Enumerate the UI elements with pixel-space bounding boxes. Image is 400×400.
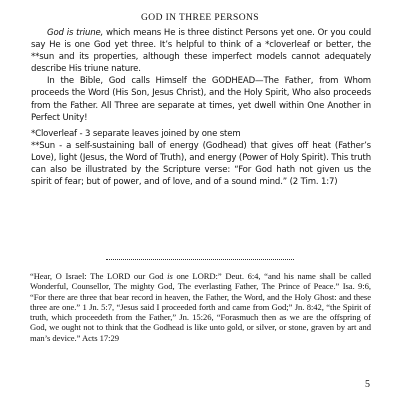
scripture-references — [30, 271, 371, 343]
page-number: 5 — [365, 379, 370, 390]
emphasis-lead: God is triune, — [47, 28, 104, 38]
paragraph-triune-text: which means He is three distinct Persons yet one. Or you could say He is one God yet three. It’s helpful to think of a *cloverleaf or better, the **sun and its properties, although these imperfect models cannot adequately describe His triune nature. — [31, 28, 371, 75]
scripture-text — [30, 271, 371, 343]
scripture-emphasis: is — [167, 271, 173, 281]
running-header: GOD IN THREE PERSONS — [141, 13, 259, 23]
scripture-text-part1: “Hear, O Israel: The LORD our God — [30, 271, 168, 281]
paragraph-godhead: In the Bible, God calls Himself the GODHEAD—The Father, from Whom proceeds the Word (His Son, Jesus Christ), and the Holy Spirit, Who also proceeds from the Father. All Three are separate at times, yet dwell within One Another in Perfect Unity! — [31, 76, 371, 123]
note-cloverleaf: *Cloverleaf - 3 separate leaves joined by one stem — [31, 128, 241, 139]
note-sun: **Sun - a self-sustaining ball of energy (Godhead) that gives off heat (Father’s Love), light (Jesus, the Word of Truth), and energy (Power of Holy Spirit). This truth can also be illustrated by the Scripture verse: “For God hath not given us the spirit of fear; but of power, and of love, and of a sound mind.” (2 Tim. 1:7) — [31, 140, 371, 188]
main-text — [31, 27, 371, 188]
dotted-divider — [106, 259, 294, 260]
paragraph-triune — [31, 27, 371, 75]
scripture-text-part2: one LORD:” Deut. 6:4, “and his name shall be called Wonderful, Counsellor, The mighty God, The everlasting Father, The Prince of Peace.” Isa. 9:6, “For there are three that bear record in heaven, the Father, the Word, and the Holy Ghost: and these three are one.” 1 Jn. 5:7, “Jesus said I proceeded forth and came from God;” Jn. 8:42, “the Spirit of truth, which proceedeth from the Father,” Jn. 15:26, “Forasmuch then as we are the offspring of God, we ought not to think that the Godhead is like unto gold, or silver, or stone, graven by art and man’s device.” Acts 17:29 — [30, 271, 372, 343]
